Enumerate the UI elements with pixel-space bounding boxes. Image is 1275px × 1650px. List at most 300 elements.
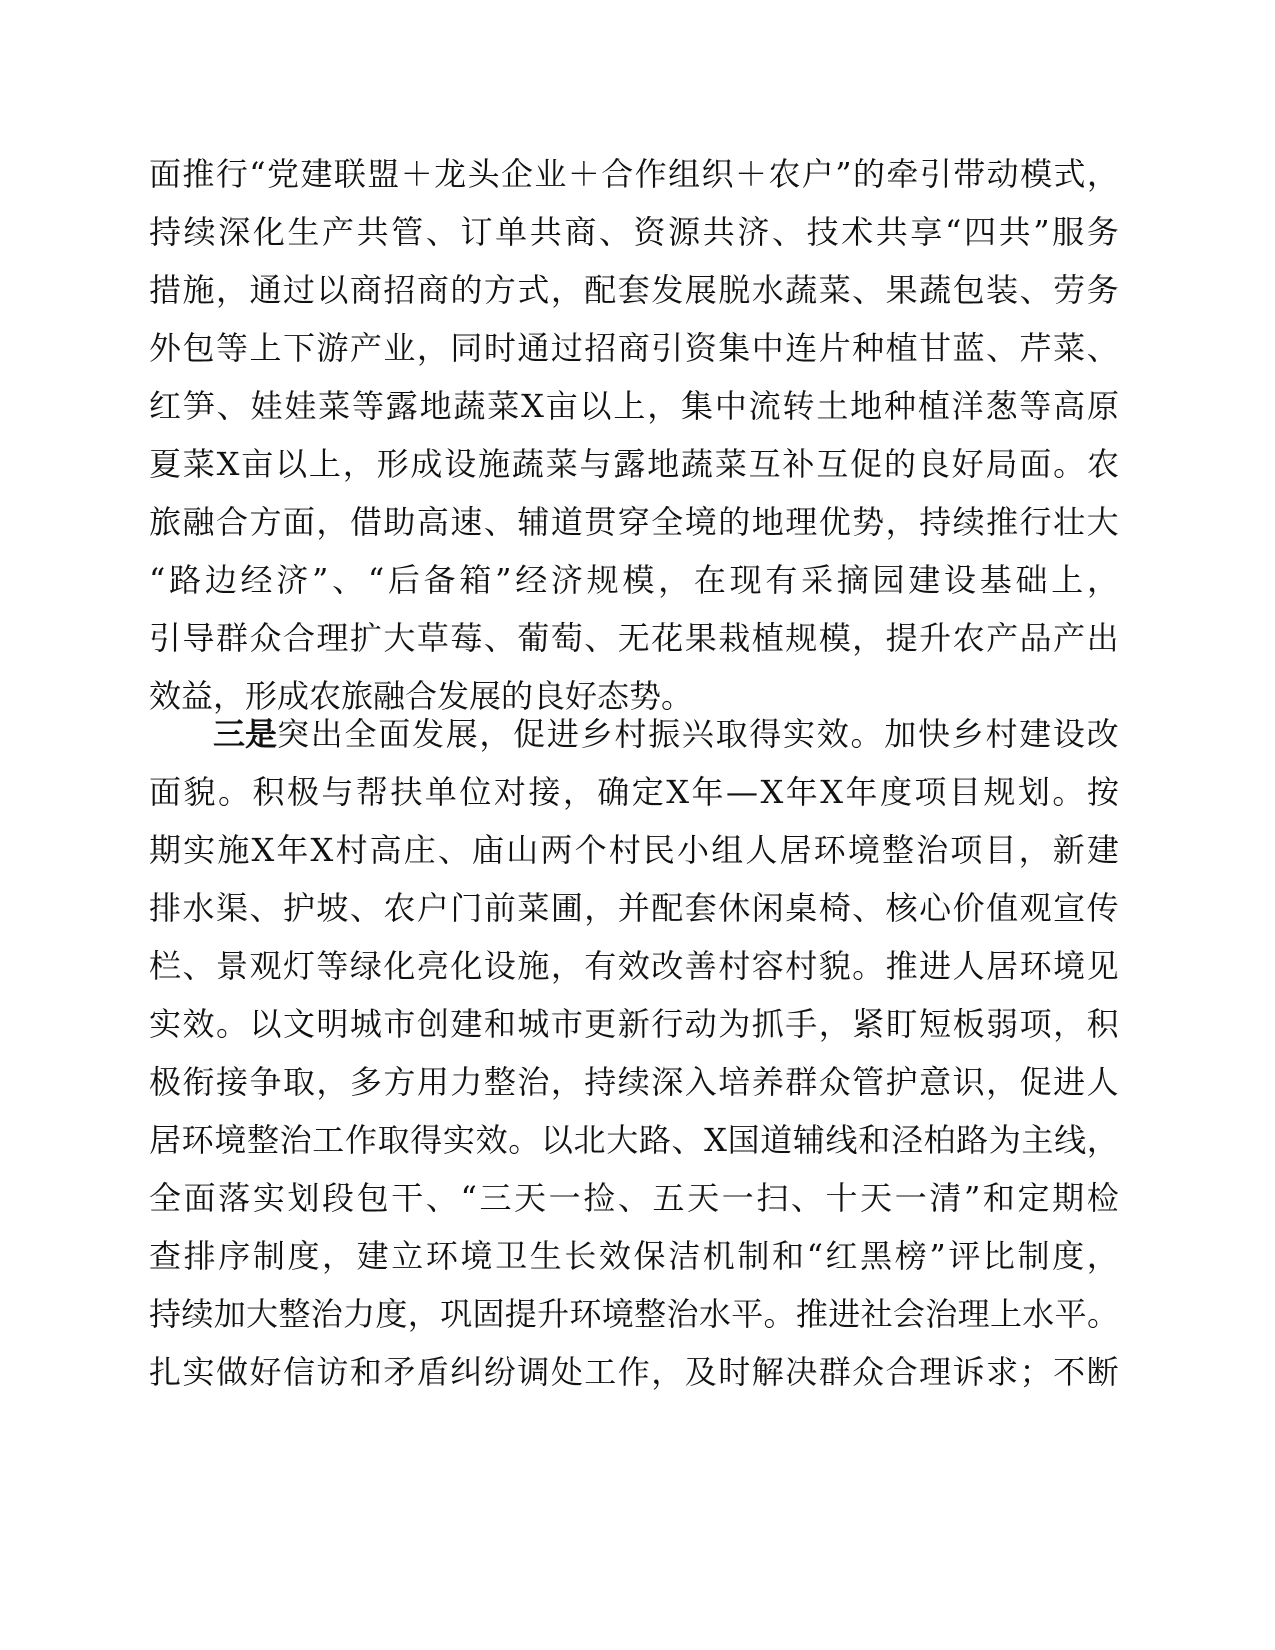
char: 落 [218, 1179, 251, 1217]
char: ， [584, 889, 617, 927]
char: 业 [534, 155, 567, 193]
paragraph-line [149, 942, 1119, 990]
char: 三 [479, 1179, 512, 1217]
char: 长 [564, 1237, 597, 1275]
char: 年 [691, 773, 724, 811]
char: 乡 [951, 715, 984, 753]
char: 以 [275, 445, 308, 483]
char: 中 [751, 329, 784, 367]
char: 织 [701, 155, 734, 193]
char: 红 [825, 1237, 858, 1275]
char: 扫 [756, 1179, 789, 1217]
char: 进 [1053, 1063, 1086, 1101]
char: 深 [218, 213, 251, 251]
char: 行 [651, 1005, 684, 1043]
char: “ [460, 1179, 477, 1217]
char: ， [1086, 561, 1119, 599]
char: 扎 [149, 1353, 182, 1391]
char: 及 [684, 1353, 717, 1391]
char: 设 [444, 445, 477, 483]
char: 效 [598, 1237, 631, 1275]
char: 境 [214, 1121, 247, 1159]
char: 境 [847, 831, 880, 869]
char: 境 [460, 1237, 493, 1275]
lead-bold-text: 三是 [213, 715, 278, 753]
char: 捡 [583, 1179, 616, 1217]
char: 机 [702, 1237, 735, 1275]
char: 积 [1086, 1005, 1119, 1043]
char: 流 [748, 387, 781, 425]
char: 对 [493, 773, 526, 811]
char: 互 [748, 445, 781, 483]
char: 、 [852, 271, 885, 309]
char: 为 [718, 1005, 751, 1043]
char: 娃 [284, 387, 317, 425]
char: 明 [316, 1005, 349, 1043]
char: 导 [182, 619, 215, 657]
char: 一 [894, 1179, 927, 1217]
char: 实 [149, 1005, 182, 1043]
char: 诉 [952, 1353, 985, 1391]
char: 联 [333, 155, 366, 193]
char: 笋 [182, 387, 215, 425]
char: 山 [506, 831, 539, 869]
char: 市 [383, 1005, 416, 1043]
paragraph-line [149, 498, 1119, 546]
char: 貌 [818, 947, 851, 985]
char: 产 [322, 213, 355, 251]
char: 户 [416, 889, 449, 927]
char: 居 [779, 831, 812, 869]
char: 弱 [986, 1005, 1019, 1043]
char: 好 [951, 445, 984, 483]
char: 文 [282, 1005, 315, 1043]
char: 装 [986, 271, 1019, 309]
char: 源 [668, 213, 701, 251]
char: ， [416, 329, 449, 367]
char: 椅 [818, 889, 851, 927]
char: 模 [1020, 155, 1053, 193]
char: 式 [517, 271, 550, 309]
char: 方 [249, 503, 282, 541]
char: 、 [790, 1179, 823, 1217]
char: 菜 [318, 387, 351, 425]
char: 断 [1086, 1353, 1119, 1391]
char: 设 [1052, 715, 1085, 753]
char: 时 [718, 1353, 751, 1391]
char: 务 [1086, 271, 1119, 309]
char: 上 [613, 387, 646, 425]
char: 位 [459, 773, 492, 811]
char: 、 [1086, 329, 1119, 367]
char: 环 [569, 1295, 602, 1333]
char: 面 [1019, 445, 1052, 483]
char: 力 [450, 1063, 483, 1101]
char: 商 [416, 271, 449, 309]
char: 促 [1019, 1063, 1052, 1101]
char: 促 [850, 445, 883, 483]
char: 加 [884, 715, 917, 753]
char: 单 [495, 213, 528, 251]
char: 商 [564, 213, 597, 251]
char: 施 [478, 445, 511, 483]
char: 商 [617, 329, 650, 367]
char: 、 [617, 1179, 650, 1217]
char: 极 [149, 1063, 182, 1101]
char: 速 [450, 503, 483, 541]
char: 、 [1019, 271, 1052, 309]
char: 升 [537, 1295, 570, 1333]
char: 值 [986, 889, 1019, 927]
char: ＋ [567, 155, 600, 193]
char: 排 [149, 889, 182, 927]
char: 。 [763, 1295, 796, 1333]
char: 础 [1015, 561, 1048, 599]
char: 上 [308, 445, 341, 483]
char: “ [249, 155, 266, 193]
char: 护 [282, 889, 315, 927]
char: 蔬 [453, 387, 486, 425]
char: 扶 [390, 773, 423, 811]
char: 、 [483, 503, 516, 541]
char: 地 [850, 387, 883, 425]
char: 居 [149, 1121, 182, 1159]
char: 亮 [416, 947, 449, 985]
char: 边 [204, 561, 237, 599]
char: 人 [1086, 1063, 1119, 1101]
char: 线 [825, 1121, 858, 1159]
char: 效 [475, 1121, 508, 1159]
char: 以 [579, 387, 612, 425]
char: 振 [648, 715, 681, 753]
char: 规 [586, 561, 619, 599]
char: 。 [1052, 773, 1085, 811]
char: 、 [598, 213, 631, 251]
char: 会 [892, 1295, 925, 1333]
char: 经 [240, 561, 273, 599]
char: 入 [684, 1063, 717, 1101]
char: 蔬 [785, 271, 818, 309]
char: X [704, 1121, 727, 1159]
char: 补 [782, 445, 815, 483]
char: 年 [785, 773, 818, 811]
char: 牵 [886, 155, 919, 193]
char: 露 [385, 387, 418, 425]
char: 进 [919, 947, 952, 985]
char: 容 [751, 947, 784, 985]
char: 效 [816, 715, 849, 753]
char: 劳 [1053, 271, 1086, 309]
char: X [521, 387, 544, 425]
char: ， [550, 947, 583, 985]
char: 招 [584, 329, 617, 367]
char: 实 [783, 715, 816, 753]
char: 、 [483, 619, 516, 657]
char: 十 [825, 1179, 858, 1217]
char: 大 [383, 619, 416, 657]
char: 北 [573, 1121, 606, 1159]
char: 与 [321, 773, 354, 811]
char: 行 [215, 155, 248, 193]
char: 续 [952, 503, 985, 541]
char: 葡 [517, 619, 550, 657]
char: 行 [1019, 503, 1052, 541]
char: 上 [989, 1295, 1022, 1333]
char: 新 [617, 1005, 650, 1043]
char: 排 [183, 1237, 216, 1275]
char: 共 [529, 213, 562, 251]
char: 、 [425, 213, 458, 251]
char: ， [316, 1063, 349, 1101]
char: 红 [149, 387, 182, 425]
char: 全 [149, 1179, 182, 1217]
char: 等 [351, 387, 384, 425]
char: 党 [267, 155, 300, 193]
paragraph-line [149, 1348, 1119, 1396]
char: 用 [416, 1063, 449, 1101]
paragraph-line [149, 440, 1119, 488]
char: 一 [548, 1179, 581, 1217]
char: 度 [375, 1295, 408, 1333]
char: 在 [693, 561, 726, 599]
char: 和 [771, 1237, 804, 1275]
char: 和 [483, 1005, 516, 1043]
char: 配 [584, 271, 617, 309]
char: 菜 [182, 445, 215, 483]
char: 取 [715, 715, 748, 753]
char: 群 [785, 1063, 818, 1101]
char: 进 [546, 715, 579, 753]
char: 貌 [183, 773, 216, 811]
char: 盾 [416, 1353, 449, 1391]
char: 蓝 [952, 329, 985, 367]
char: 水 [1022, 1295, 1055, 1333]
char: 接 [215, 1063, 248, 1101]
char: 管 [852, 1063, 885, 1101]
char: 、 [986, 329, 1019, 367]
paragraph-line [149, 556, 1119, 604]
char: 推 [986, 503, 1019, 541]
char: 旅 [149, 503, 182, 541]
char: ， [550, 1063, 583, 1101]
char: 面 [378, 715, 411, 753]
char: 天 [514, 1179, 547, 1217]
char: 推 [182, 155, 215, 193]
char: 摘 [836, 561, 869, 599]
char: 道 [760, 1121, 793, 1159]
char: 治 [925, 1295, 958, 1333]
char: 培 [718, 1063, 751, 1101]
char: 四 [963, 213, 996, 251]
char: 力 [343, 1295, 376, 1333]
char: 菜 [517, 889, 550, 927]
char: 面 [282, 503, 315, 541]
char: 全 [344, 715, 377, 753]
char: 洁 [668, 1237, 701, 1275]
char: 引 [651, 329, 684, 367]
char: 享 [910, 213, 943, 251]
char: ， [1086, 1121, 1119, 1159]
char: 势 [852, 503, 885, 541]
char: 清 [929, 1179, 962, 1217]
paragraph-line [149, 768, 1119, 816]
char: ， [479, 715, 512, 753]
char: 转 [782, 387, 815, 425]
char: 抓 [751, 1005, 784, 1043]
char: 信 [282, 1353, 315, 1391]
char: 植 [917, 387, 950, 425]
char: 菜 [714, 445, 747, 483]
char: 。 [850, 715, 883, 753]
char: 做 [215, 1353, 248, 1391]
char: 整 [634, 1295, 667, 1333]
char: 城 [349, 1005, 382, 1043]
char: 化 [252, 213, 285, 251]
char: 地 [751, 503, 784, 541]
char: 配 [651, 889, 684, 927]
char: 泾 [890, 1121, 923, 1159]
char: 以 [540, 1121, 573, 1159]
char: X [666, 773, 690, 811]
char: 好 [249, 1353, 282, 1391]
char: 无 [617, 619, 650, 657]
char: 包 [356, 1179, 389, 1217]
char: 通 [517, 329, 550, 367]
char: 理 [919, 1353, 952, 1391]
char: — [726, 773, 758, 811]
char: 得 [410, 1121, 443, 1159]
char: 地 [419, 387, 452, 425]
char: 、 [182, 947, 215, 985]
char: 庙 [472, 831, 505, 869]
char: 建 [300, 155, 333, 193]
char: ” [1033, 213, 1050, 251]
char: 坡 [316, 889, 349, 927]
char: 种 [852, 329, 885, 367]
char: 露 [613, 445, 646, 483]
char: 圃 [550, 889, 583, 927]
char: 。 [215, 1005, 248, 1043]
char: 规 [785, 619, 818, 657]
char: 后 [387, 561, 420, 599]
char: 下 [282, 329, 315, 367]
char: 市 [550, 1005, 583, 1043]
char: 原 [1086, 387, 1119, 425]
char: ， [647, 387, 680, 425]
char: 民 [642, 831, 675, 869]
char: 济 [737, 213, 770, 251]
char: 村 [985, 715, 1018, 753]
char: 技 [806, 213, 839, 251]
char: 、 [771, 213, 804, 251]
char: 制 [252, 1237, 285, 1275]
char: 快 [917, 715, 950, 753]
char: 五 [652, 1179, 685, 1217]
char: 纷 [483, 1353, 516, 1391]
char: 加 [213, 1295, 246, 1333]
char: 划 [1017, 773, 1050, 811]
char: 以 [249, 1005, 282, 1043]
char: 务 [1086, 213, 1119, 251]
char: 定 [631, 773, 664, 811]
char: 境 [601, 1295, 634, 1333]
char: ， [1053, 1005, 1086, 1043]
char: 善 [684, 947, 717, 985]
char: 土 [816, 387, 849, 425]
char: 榜 [894, 1237, 927, 1275]
char: 方 [383, 1063, 416, 1101]
char: 比 [982, 1237, 1015, 1275]
char: 模 [818, 619, 851, 657]
char: 的 [718, 503, 751, 541]
char: 模 [622, 561, 655, 599]
char: 推 [795, 1295, 828, 1333]
char: ， [215, 271, 248, 309]
char: 门 [450, 889, 483, 927]
char: 度 [879, 773, 912, 811]
char: 矛 [383, 1353, 416, 1391]
char: 上 [249, 329, 282, 367]
char: 龙 [434, 155, 467, 193]
char: 工 [312, 1121, 345, 1159]
char: 贯 [584, 503, 617, 541]
char: 两 [540, 831, 573, 869]
char: 解 [751, 1353, 784, 1391]
char: 箱 [459, 561, 492, 599]
char: 众 [852, 1353, 885, 1391]
char: 取 [377, 1121, 410, 1159]
char: 互 [816, 445, 849, 483]
char: 兴 [681, 715, 714, 753]
char: 度 [1052, 1237, 1085, 1275]
char: 查 [149, 1237, 182, 1275]
char: 度 [287, 1237, 320, 1275]
char: 紧 [852, 1005, 885, 1043]
char: 治 [279, 1121, 312, 1159]
char: 路 [638, 1121, 671, 1159]
char: 形 [376, 445, 409, 483]
char: 建 [356, 1237, 389, 1275]
char: 术 [841, 213, 874, 251]
char: 养 [751, 1063, 784, 1101]
char: 、 [249, 889, 282, 927]
char: 整 [246, 1121, 279, 1159]
char: 境 [1053, 947, 1086, 985]
char: 引 [919, 155, 952, 193]
char: 黑 [860, 1237, 893, 1275]
char: 处 [550, 1353, 583, 1391]
char: 治 [916, 831, 949, 869]
char: 借 [349, 503, 382, 541]
char: 环 [813, 831, 846, 869]
char: 莓 [450, 619, 483, 657]
char: 建 [1019, 715, 1052, 753]
char: 亩 [545, 387, 578, 425]
char: 突 [277, 715, 310, 753]
char: 整 [483, 1063, 516, 1101]
char: 高 [369, 831, 402, 869]
char: 基 [979, 561, 1012, 599]
char: 套 [684, 889, 717, 927]
lead-rest-text [277, 710, 1119, 758]
char: 、 [425, 1179, 458, 1217]
char: 居 [986, 947, 1019, 985]
char: 同 [450, 329, 483, 367]
char: 植 [751, 619, 784, 657]
char: 作 [344, 1121, 377, 1159]
char: 板 [952, 1005, 985, 1043]
char: 有 [765, 561, 798, 599]
